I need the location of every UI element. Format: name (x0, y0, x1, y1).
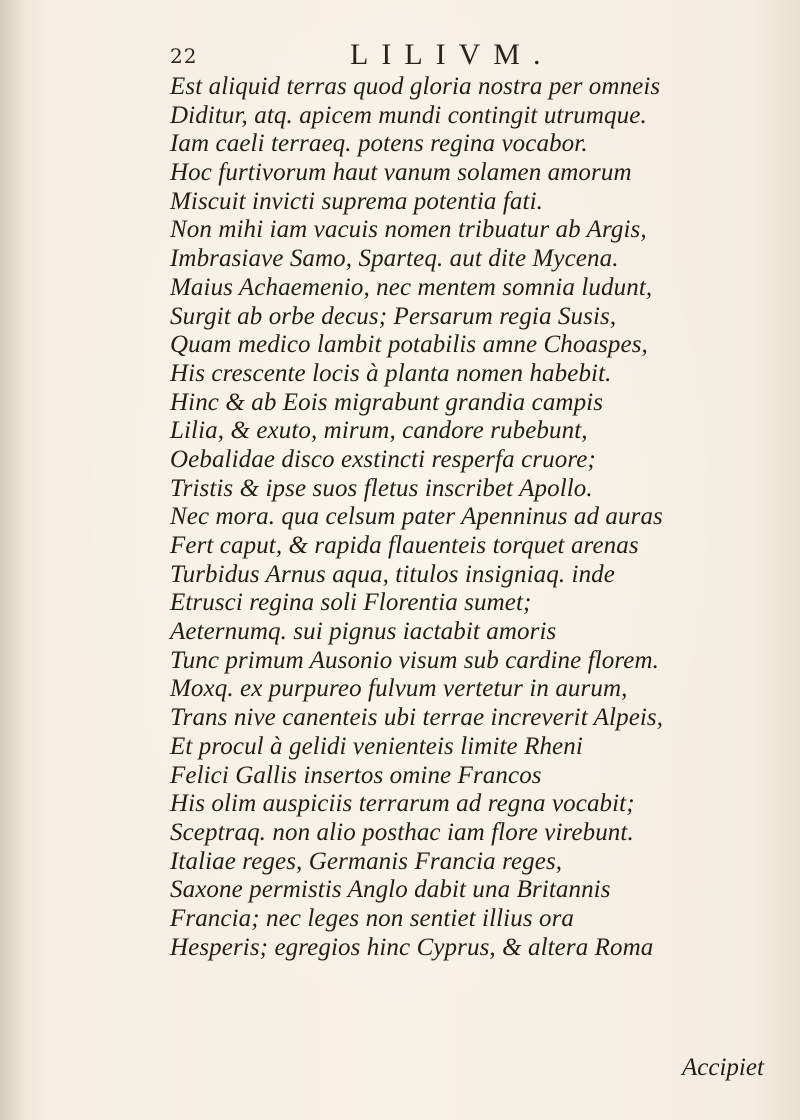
verse-line: Non mihi iam vacuis nomen tribuatur ab Argis, (170, 216, 647, 244)
verse-line: Aeternumq. sui pignus iactabit amoris (170, 618, 557, 646)
verse-line: Surgit ab orbe decus; Persarum regia Susis, (170, 302, 617, 330)
verse-line: Sceptraq. non alio posthac iam flore virebunt. (170, 818, 634, 846)
verse-line: Hinc & ab Eois migrabunt grandia campis (170, 388, 604, 416)
verse-line: His crescente locis à planta nomen habebit. (170, 359, 612, 387)
verse-line: Est aliquid terras quod gloria nostra per omneis (170, 73, 661, 100)
verse-line: Hoc furtivorum haut vanum solamen amorum (170, 159, 632, 187)
verse-line: Imbrasiave Samo, Sparteq. aut dite Mycena. (170, 245, 619, 273)
verse-line: Saxone permistis Anglo dabit una Britannis (170, 876, 611, 904)
page-number: 22 (170, 44, 198, 68)
verse-line: Et procul à gelidi venienteis limite Rheni (170, 732, 583, 760)
verse-line: His olim auspiciis terrarum ad regna vocabit; (170, 790, 635, 818)
gutter-shadow (0, 0, 26, 1120)
verse-line: Miscuit invicti suprema potentia fati. (170, 187, 543, 215)
verse-line: Hesperis; egregios hinc Cyprus, & altera Roma (170, 933, 654, 961)
verse-line: Nec mora. qua celsum pater Apenninus ad auras (170, 503, 663, 531)
verse-block (170, 73, 770, 962)
verse-line: Quam medico lambit potabilis amne Choaspes, (170, 331, 648, 359)
verse-line: Diditur, atq. apicem mundi contingit utrumque. (170, 101, 647, 129)
verse-line: Tunc primum Ausonio visum sub cardine florem. (170, 646, 659, 674)
running-head: LILIVM. (350, 38, 554, 71)
verse-line: Maius Achaemenio, nec mentem somnia ludunt, (170, 273, 653, 301)
verse-line: Moxq. ex purpureo fulvum vertetur in aurum, (170, 675, 628, 703)
verse-line: Oebalidae disco exstincti resperfa cruore; (170, 445, 596, 473)
verse-line: Turbidus Arnus aqua, titulos insigniaq. inde (170, 560, 615, 588)
verse-line: Iam caeli terraeq. potens regina vocabor. (170, 130, 588, 158)
verse-line: Fert caput, & rapida flauenteis torquet arenas (170, 532, 639, 559)
verse-line: Tristis & ipse suos fletus inscribet Apollo. (170, 474, 593, 502)
verse-line: Trans nive canenteis ubi terrae increverit Alpeis, (170, 704, 664, 732)
verse-line: Italiae reges, Germanis Francia reges, (170, 847, 563, 875)
verse-line: Etrusci regina soli Florentia sumet; (170, 589, 532, 617)
catchword: Accipiet (682, 1054, 764, 1081)
verse-line: Felici Gallis insertos omine Francos (170, 761, 542, 789)
verse-line: Francia; nec leges non sentiet illius ora (170, 904, 575, 932)
verse-line: Lilia, & exuto, mirum, candore rubebunt, (170, 417, 588, 445)
